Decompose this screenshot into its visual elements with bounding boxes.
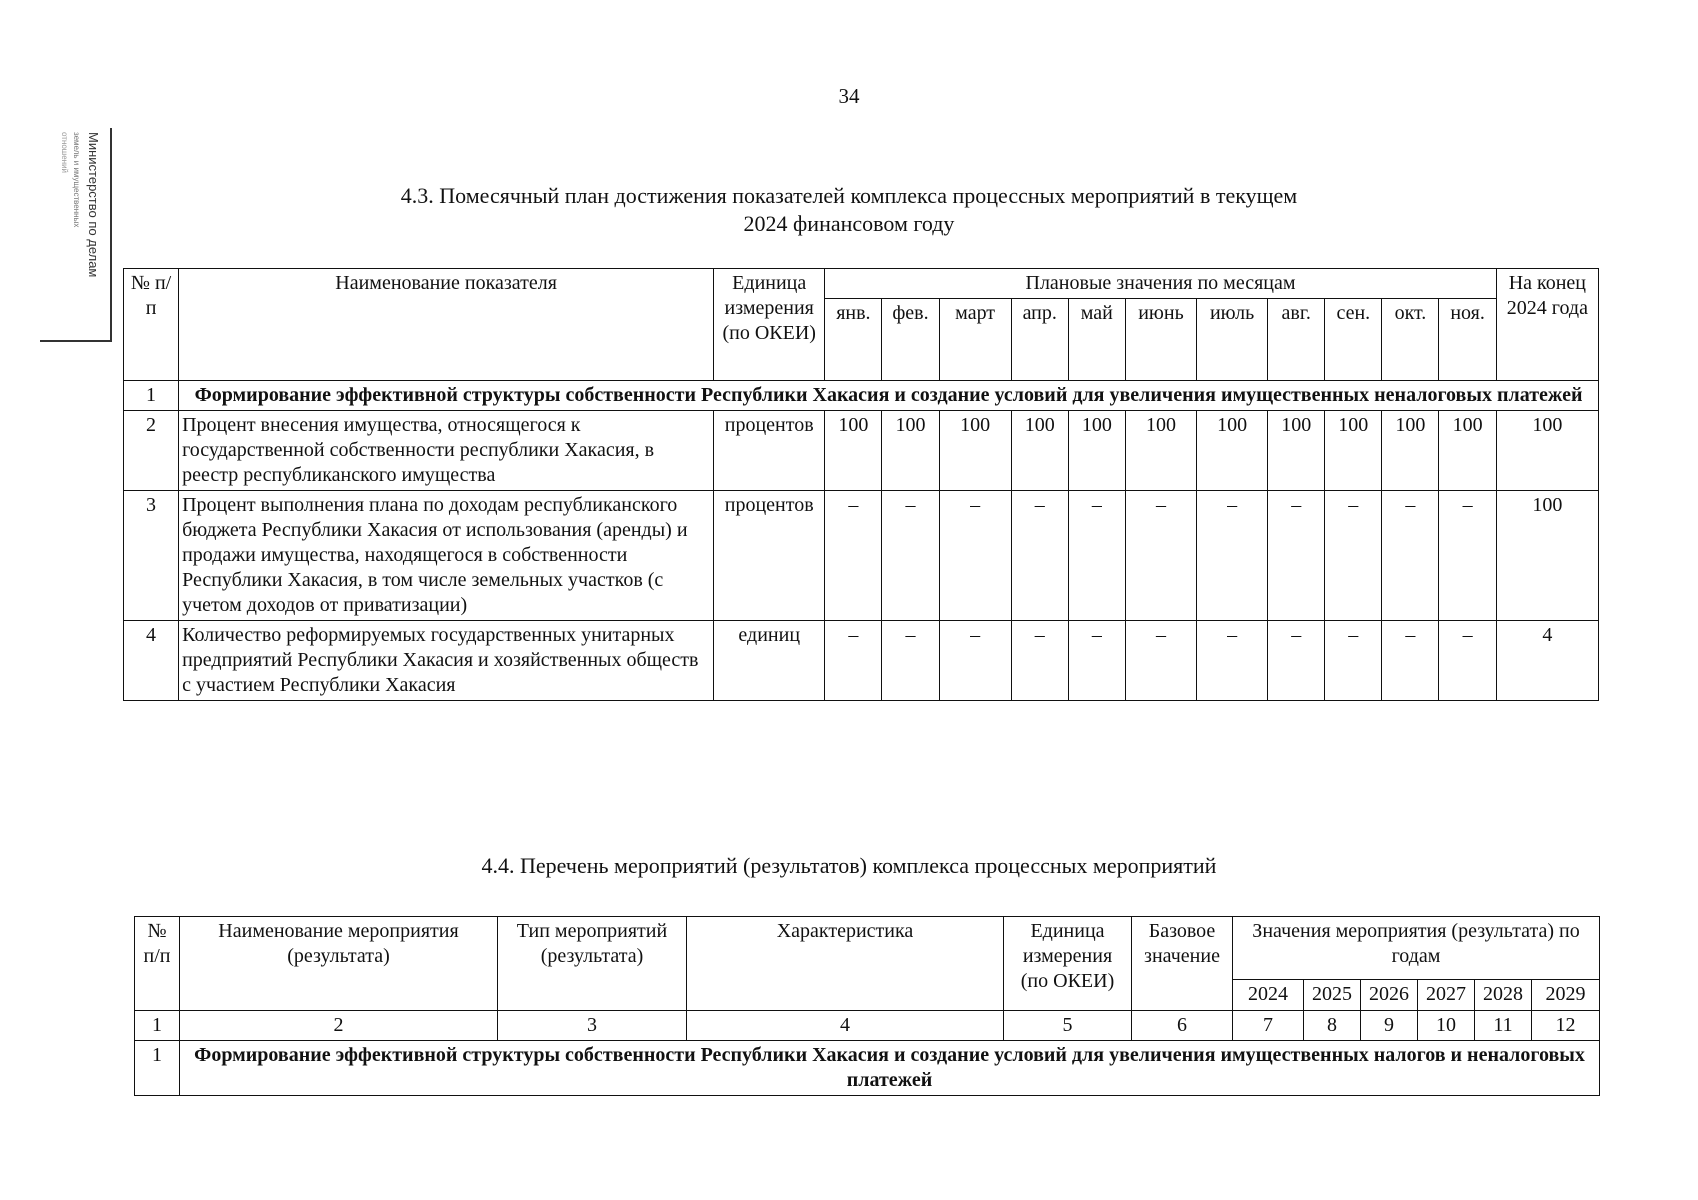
header-values-group: Значения мероприятия (результата) по годам <box>1233 917 1600 980</box>
month-header: фев. <box>882 299 939 381</box>
column-number: 1 <box>135 1011 180 1041</box>
header-base-value: Базовое значение <box>1132 917 1233 1011</box>
header-indicator-name: Наименование показателя <box>179 269 714 381</box>
header-characteristic: Характеристика <box>687 917 1004 1011</box>
month-value: 100 <box>1197 411 1268 491</box>
year-end-value: 4 <box>1496 621 1598 701</box>
year-header: 2029 <box>1532 980 1600 1011</box>
header-num: № п/п <box>124 269 179 381</box>
month-value: 100 <box>1325 411 1382 491</box>
month-value: – <box>939 621 1011 701</box>
month-value: – <box>1197 621 1268 701</box>
header-measure-name: Наименование мероприятия (результата) <box>180 917 498 1011</box>
column-number: 9 <box>1361 1011 1418 1041</box>
column-number: 3 <box>498 1011 687 1041</box>
table-row <box>124 491 1599 621</box>
column-number: 2 <box>180 1011 498 1041</box>
header-unit: Единица измерения (по ОКЕИ) <box>1004 917 1132 1011</box>
title-line: 4.3. Помесячный план достижения показателей комплекса процессных мероприятий в текущем <box>400 183 1298 208</box>
month-header: март <box>939 299 1011 381</box>
month-value: – <box>882 491 939 621</box>
year-end-value: 100 <box>1496 411 1598 491</box>
month-value: 100 <box>1382 411 1439 491</box>
year-header: 2025 <box>1304 980 1361 1011</box>
header-num: № п/п <box>135 917 180 1011</box>
month-value: – <box>882 621 939 701</box>
indicator-name: Процент внесения имущества, относящегося к государственной собственности республики Хакасия, в реестр республиканского имущества <box>179 411 714 491</box>
year-header: 2028 <box>1475 980 1532 1011</box>
measures-list-table <box>134 916 1600 1096</box>
month-value: – <box>1125 491 1196 621</box>
indicator-unit: единиц <box>714 621 825 701</box>
month-value: – <box>1439 491 1496 621</box>
row-num: 3 <box>124 491 179 621</box>
header-row <box>124 269 1599 299</box>
header-unit: Единица измерения (по ОКЕИ) <box>714 269 825 381</box>
month-value: – <box>825 621 882 701</box>
group-title: Формирование эффективной структуры собственности Республики Хакасия и создание условий для увеличения имущественных налогов и неналоговых платежей <box>180 1041 1600 1096</box>
month-value: 100 <box>1125 411 1196 491</box>
table-row <box>124 411 1599 491</box>
month-value: – <box>1268 621 1325 701</box>
year-header: 2027 <box>1418 980 1475 1011</box>
month-header: июнь <box>1125 299 1196 381</box>
column-number: 12 <box>1532 1011 1600 1041</box>
month-value: 100 <box>939 411 1011 491</box>
month-value: – <box>1011 621 1068 701</box>
year-end-value: 100 <box>1496 491 1598 621</box>
group-row <box>124 381 1599 411</box>
title-line: 2024 финансовом году <box>743 211 955 236</box>
column-number: 4 <box>687 1011 1004 1041</box>
month-value: – <box>1325 491 1382 621</box>
group-row <box>135 1041 1600 1096</box>
section-4-3-title <box>0 182 1698 238</box>
month-value: – <box>1068 621 1125 701</box>
month-value: – <box>1197 491 1268 621</box>
month-header: авг. <box>1268 299 1325 381</box>
month-value: 100 <box>1268 411 1325 491</box>
header-row <box>135 917 1600 980</box>
month-value: 100 <box>1068 411 1125 491</box>
section-4-4-title: 4.4. Перечень мероприятий (результатов) комплекса процессных мероприятий <box>481 853 1217 878</box>
month-value: 100 <box>825 411 882 491</box>
month-value: – <box>1382 491 1439 621</box>
month-header: янв. <box>825 299 882 381</box>
indicator-unit: процентов <box>714 491 825 621</box>
month-value: – <box>1011 491 1068 621</box>
year-header: 2026 <box>1361 980 1418 1011</box>
group-num: 1 <box>135 1041 180 1096</box>
row-num: 2 <box>124 411 179 491</box>
stamp-line: земель и имущественных <box>72 132 81 228</box>
month-header: сен. <box>1325 299 1382 381</box>
month-header: ноя. <box>1439 299 1496 381</box>
month-value: 100 <box>882 411 939 491</box>
table-row <box>124 621 1599 701</box>
column-numbers-row <box>135 1011 1600 1041</box>
month-value: – <box>1268 491 1325 621</box>
column-number: 11 <box>1475 1011 1532 1041</box>
indicator-unit: процентов <box>714 411 825 491</box>
monthly-plan-table <box>123 268 1599 701</box>
month-value: – <box>825 491 882 621</box>
month-value: – <box>1068 491 1125 621</box>
header-months-group: Плановые значения по месяцам <box>825 269 1496 299</box>
month-value: – <box>1325 621 1382 701</box>
month-value: 100 <box>1011 411 1068 491</box>
month-value: – <box>939 491 1011 621</box>
header-measure-type: Тип мероприятий (результата) <box>498 917 687 1011</box>
page-number: 34 <box>838 84 860 108</box>
month-value: – <box>1382 621 1439 701</box>
month-header: апр. <box>1011 299 1068 381</box>
indicator-name: Процент выполнения плана по доходам республиканского бюджета Республики Хакасия от использования (аренды) и продажи имущества, находящегося в собственности Республики Хакасия, в том числе земельных участков (с учетом доходов от приватизации) <box>179 491 714 621</box>
month-value: – <box>1439 621 1496 701</box>
month-header: май <box>1068 299 1125 381</box>
column-number: 8 <box>1304 1011 1361 1041</box>
stamp-line: Министерство по делам <box>86 132 101 278</box>
month-value: – <box>1125 621 1196 701</box>
column-number: 5 <box>1004 1011 1132 1041</box>
header-year-end: На конец 2024 года <box>1496 269 1598 381</box>
stamp-line: отношений <box>60 132 69 174</box>
column-number: 6 <box>1132 1011 1233 1041</box>
month-header: июль <box>1197 299 1268 381</box>
indicator-name: Количество реформируемых государственных унитарных предприятий Республики Хакасия и хозяйственных обществ с участием Республики Хакасия <box>179 621 714 701</box>
group-title: Формирование эффективной структуры собственности Республики Хакасия и создание условий для увеличения имущественных неналоговых платежей <box>179 381 1599 411</box>
group-num: 1 <box>124 381 179 411</box>
month-header: окт. <box>1382 299 1439 381</box>
month-value: 100 <box>1439 411 1496 491</box>
row-num: 4 <box>124 621 179 701</box>
column-number: 7 <box>1233 1011 1304 1041</box>
column-number: 10 <box>1418 1011 1475 1041</box>
year-header: 2024 <box>1233 980 1304 1011</box>
